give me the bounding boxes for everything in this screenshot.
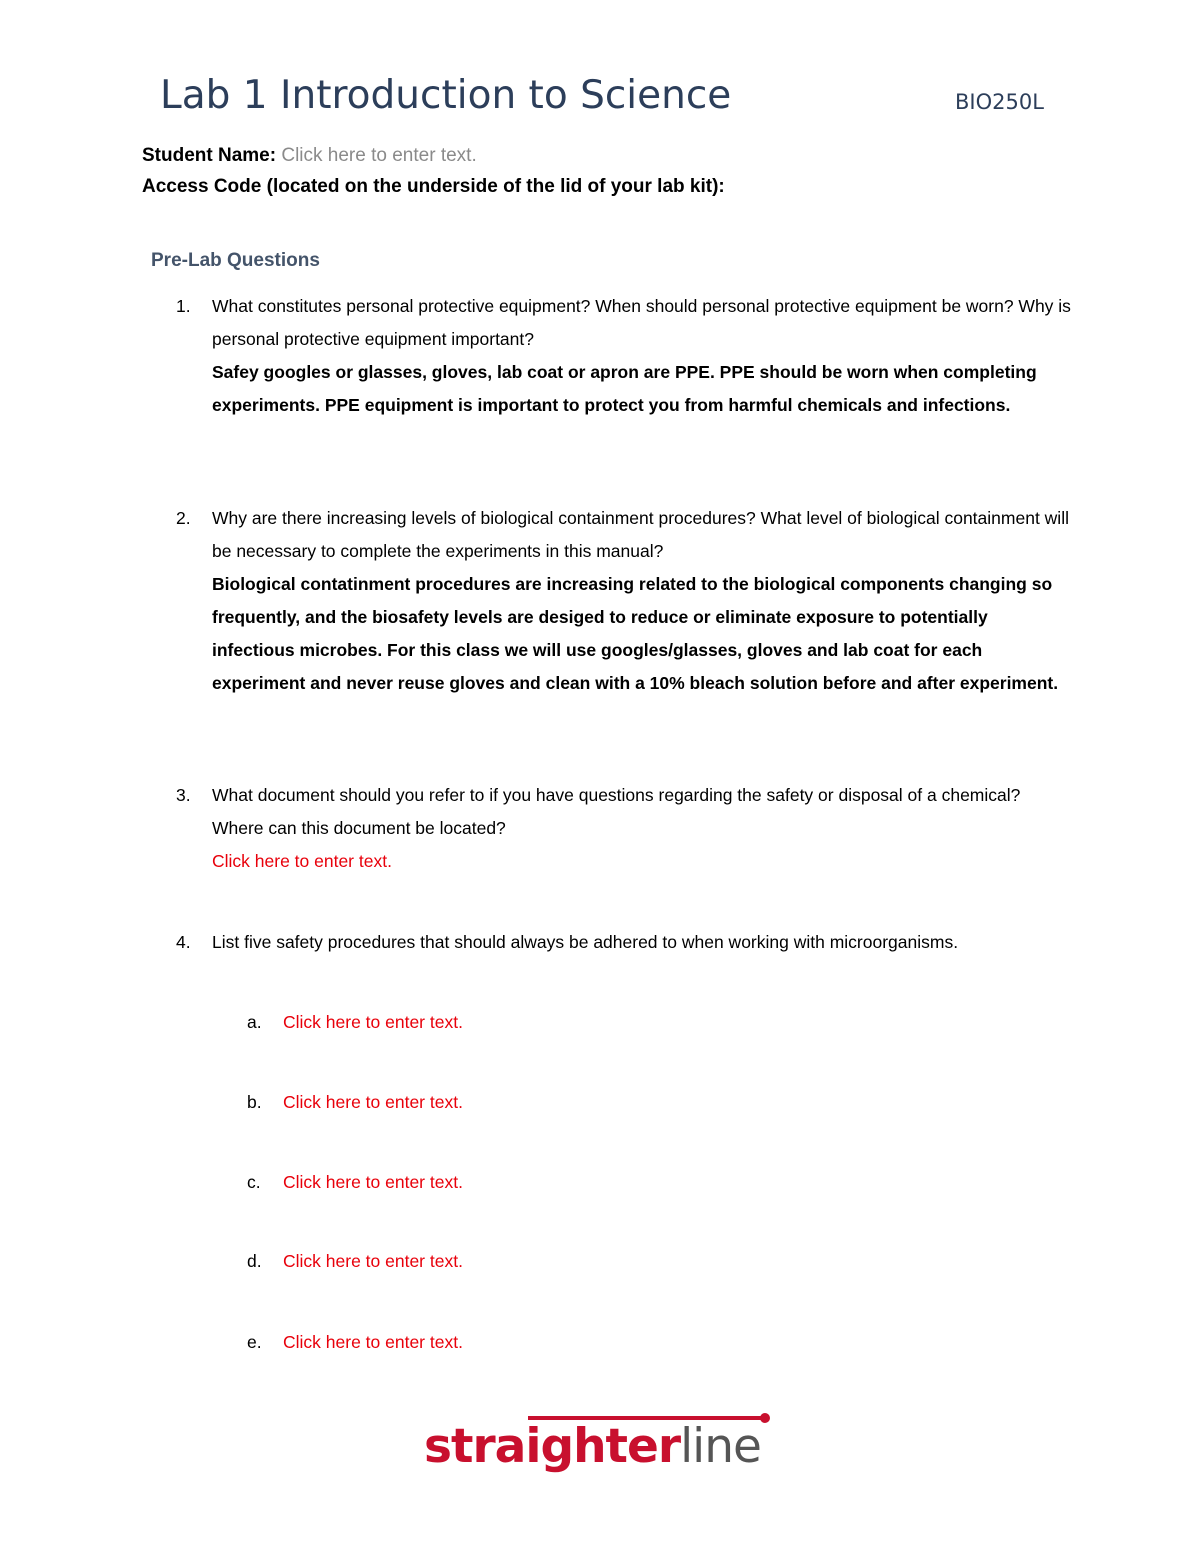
straighterline-logo <box>424 1413 784 1483</box>
sub-item-letter: d. <box>247 1251 262 1271</box>
question-text: Why are there increasing levels of biological containment procedures? What level of biological containment will be necessary to complete the experiments in this manual? <box>212 508 1069 561</box>
sub-item-letter: b. <box>247 1092 262 1112</box>
question-number: 2. <box>176 508 191 528</box>
answer-field[interactable]: Click here to enter text. <box>283 1251 463 1271</box>
question-text: What constitutes personal protective equipment? When should personal protective equipment be worn? Why is personal protective equipment important? <box>212 296 1071 349</box>
student-name-field[interactable]: Click here to enter text. <box>281 145 477 166</box>
question-text: List five safety procedures that should always be adhered to when working with microorganisms. <box>212 932 959 952</box>
page-title: Lab 1 Introduction to Science <box>160 73 732 118</box>
answer-field[interactable]: Click here to enter text. <box>212 851 392 871</box>
answer-text[interactable]: Biological contatinment procedures are increasing related to the biological components changing so frequently, and the biosafety levels are desiged to reduce or eliminate exposure to potentially infectious microbes. For this class we will use googles/glasses, gloves and lab coat for each experiment and never reuse gloves and clean with a 10% bleach solution before and after experiment. <box>212 574 1059 693</box>
question-number: 1. <box>176 296 191 316</box>
logo-dot <box>760 1413 770 1423</box>
sub-item-letter: e. <box>247 1332 262 1352</box>
sub-item-letter: c. <box>247 1172 261 1192</box>
prelab-heading: Pre-Lab Questions <box>151 250 320 271</box>
answer-field[interactable]: Click here to enter text. <box>283 1012 463 1032</box>
answer-field[interactable]: Click here to enter text. <box>283 1092 463 1112</box>
question-number: 4. <box>176 932 191 952</box>
logo-text-primary: straighter <box>424 1419 681 1474</box>
logo-text-secondary: line <box>680 1419 761 1474</box>
student-name-line <box>142 141 477 171</box>
question-text: What document should you refer to if you have questions regarding the safety or disposal of a chemical? Where can this document be located? <box>212 785 1021 838</box>
student-name-label: Student Name: <box>142 145 277 166</box>
answer-field[interactable]: Click here to enter text. <box>283 1332 463 1352</box>
answer-field[interactable]: Click here to enter text. <box>283 1172 463 1192</box>
sub-item-letter: a. <box>247 1012 262 1032</box>
logo-wordmark <box>424 1419 761 1475</box>
access-code-label: Access Code (located on the underside of the lid of your lab kit): <box>142 176 725 197</box>
question-number: 3. <box>176 785 191 805</box>
answer-text[interactable]: Safey googles or glasses, gloves, lab coat or apron are PPE. PPE should be worn when completing experiments. PPE equipment is important to protect you from harmful chemicals and infections. <box>212 362 1037 415</box>
course-code: BIO250L <box>955 90 1044 114</box>
